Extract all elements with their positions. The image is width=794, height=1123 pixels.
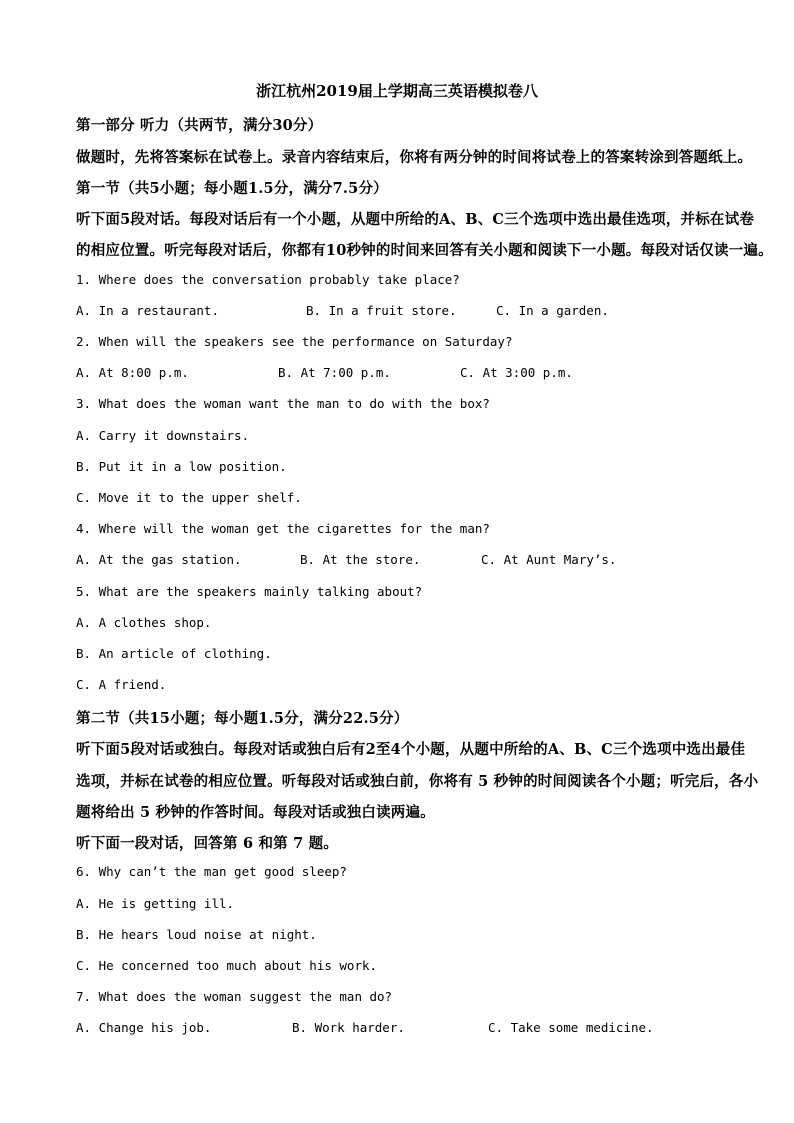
q6-option-b: B. He hears loud noise at night. [76,927,317,942]
q3-option-b: B. Put it in a low position. [76,459,287,474]
q2-option-c: C. At 3:00 p.m. [460,365,573,380]
section2-instruction-line3: 题将给出 5 秒钟的作答时间。每段对话或独白读两遍。 [76,804,435,821]
section1-instruction-line2: 的相应位置。听完每段对话后，你都有10秒钟的时间来回答有关小题和阅读下一小题。每段对话仅读一遍。 [76,242,773,259]
q5-option-c: C. A friend. [76,677,167,692]
section1-instruction-line1: 听下面5段对话。每段对话后有一个小题，从题中所给的A、B、C三个选项中选出最佳选项，并标在试卷 [76,211,755,228]
q7-option-a: A. Change his job. [76,1020,212,1035]
part1-instruction: 做题时，先将答案标在试卷上。录音内容结束后，你将有两分钟的时间将试卷上的答案转涂到答题纸上。 [76,149,753,166]
q3-option-a: A. Carry it downstairs. [76,428,250,443]
part1-heading: 第一部分 听力（共两节，满分30分） [76,117,323,134]
dialogue-1-intro: 听下面一段对话，回答第 6 和第 7 题。 [76,835,339,852]
exam-title: 浙江杭州2019届上学期高三英语模拟卷八 [256,82,538,100]
section2-instruction-line1: 听下面5段对话或独白。每段对话或独白后有2至4个小题，从题中所给的A、B、C三个选项中选出最佳 [76,741,746,758]
q4-option-c: C. At Aunt Mary’s. [481,552,617,567]
section2-heading: 第二节（共15小题；每小题1.5分，满分22.5分） [76,710,409,727]
q2-option-a: A. At 8:00 p.m. [76,365,189,380]
section2-instruction-line2: 选项，并标在试卷的相应位置。听每段对话或独白前，你将有 5 秒钟的时间阅读各个小题；听完后，各小 [76,773,759,790]
question-4: 4. Where will the woman get the cigarettes for the man? [76,521,490,536]
q7-option-b: B. Work harder. [292,1020,405,1035]
question-2: 2. When will the speakers see the performance on Saturday? [76,334,513,349]
q1-option-c: C. In a garden. [496,303,609,318]
q5-option-b: B. An article of clothing. [76,646,272,661]
question-6: 6. Why can’t the man get good sleep? [76,864,347,879]
section1-heading: 第一节（共5小题；每小题1.5分，满分7.5分） [76,180,388,197]
q5-option-a: A. A clothes shop. [76,615,212,630]
q6-option-a: A. He is getting ill. [76,896,235,911]
question-1: 1. Where does the conversation probably take place? [76,272,460,287]
q1-option-b: B. In a fruit store. [306,303,457,318]
question-7: 7. What does the woman suggest the man do? [76,989,393,1004]
question-5: 5. What are the speakers mainly talking about? [76,584,423,599]
q6-option-c: C. He concerned too much about his work. [76,958,378,973]
q3-option-c: C. Move it to the upper shelf. [76,490,302,505]
q2-option-b: B. At 7:00 p.m. [278,365,391,380]
question-3: 3. What does the woman want the man to do with the box? [76,396,490,411]
q4-option-a: A. At the gas station. [76,552,242,567]
q1-option-a: A. In a restaurant. [76,303,219,318]
q7-option-c: C. Take some medicine. [488,1020,654,1035]
q4-option-b: B. At the store. [300,552,421,567]
